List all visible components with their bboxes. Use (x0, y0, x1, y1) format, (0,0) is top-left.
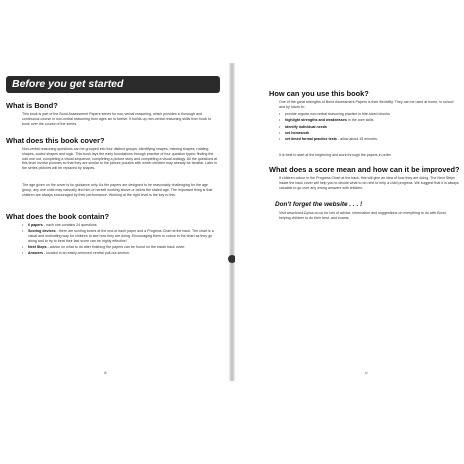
left-page (0, 63, 229, 381)
list-item: • set timed formal practice tests - allow about 15 minutes. (279, 137, 459, 142)
para-age-guidance: The age given on the cover is for guidance only. As the papers are designed to be reasonably challenging for the age group, any one child may naturally find him or herself working above or below the stated age. The important thing is that children are always encouraged by their performance. Working at the right level is the key to this. (22, 183, 213, 197)
heading-what-cover: What does this book cover? (6, 136, 105, 145)
para-what-is-bond: This book is part of the Bond Assessment Papers series for non-verbal reasoning, which provides a thorough and continuous course in non-verbal reasoning from ages six to twelve. It builds up non-verbal reasoning skills from book to book over the course of the series. (22, 112, 212, 126)
list-item: • Next Steps - advice on what to do after finishing the papers can be found on the inside back cover. (22, 245, 218, 250)
list-item: • Scoring devices - there are scoring boxes at the end of each paper and a Progress Chart at the back. The chart is a visual and motivating way for children to see how they are doing. Encouraging them to colour in the chart as they go along and to try to beat their last score can be highly effective! (22, 229, 218, 243)
contents-list (22, 223, 218, 258)
para-start-beginning: It is best to start at the beginning and work through the papers in order. (279, 153, 392, 157)
banner-title: Before you get started (12, 78, 124, 90)
heading-what-contain: What does the book contain? (6, 212, 110, 221)
heading-how-use: How can you use this book? (269, 89, 369, 98)
heading-score-meaning: What does a score mean and how can it be improved? (269, 165, 460, 174)
list-item: • set homework (279, 131, 459, 136)
list-item: • 6 papers - each one contains 24 questions. (22, 223, 218, 228)
para-score-meaning: If children colour in the Progress Chart at the back, this will give an idea of how they are doing. The Next Steps inside the back cover will help you to decide what to do next to help a child progress. We suggest that it is always valuable to go over any wrong answers with children. (279, 176, 459, 190)
page-number: iv (365, 371, 368, 375)
list-item: • highlight strengths and weaknesses in the core skills (279, 118, 459, 123)
page-number: iii (104, 371, 107, 375)
list-item: • provide regular non-verbal reasoning practice in bite-sized chunks (279, 112, 459, 117)
book-spread (0, 63, 464, 381)
heading-what-is-bond: What is Bond? (6, 101, 58, 110)
right-page (235, 63, 464, 381)
para-website: Visit www.bond11plus.co.uk for lots of advice, information and suggestions on everything to do with Bond, helping children to do their best, and exams. (279, 211, 447, 220)
uses-list (279, 112, 459, 143)
para-what-cover: Non-verbal reasoning questions can be grouped into four distinct groups: identifying shapes, missing shapes, rotating shapes, coded shapes and logic. This book lays the early foundations through practice of four question types: finding the odd one out, completing a visual sequence, completing a picture story and completing a visual analogy. All the questions at this level involve pictures so that they are similar to the picture puzzles with which children may already be familiar. Later in the series pictures will be replaced by shapes. (22, 147, 218, 171)
section-banner (6, 76, 220, 93)
list-item: • Answers - located in an easily-removed central pull-out section. (22, 251, 218, 256)
heading-website: Don't forget the website . . . ! (275, 201, 363, 208)
list-item: • identify individual needs (279, 125, 459, 130)
para-how-use: One of the great strengths of Bond Assessment Papers is their flexibility. They can be used at home, in school and by tutors to: (279, 100, 454, 109)
